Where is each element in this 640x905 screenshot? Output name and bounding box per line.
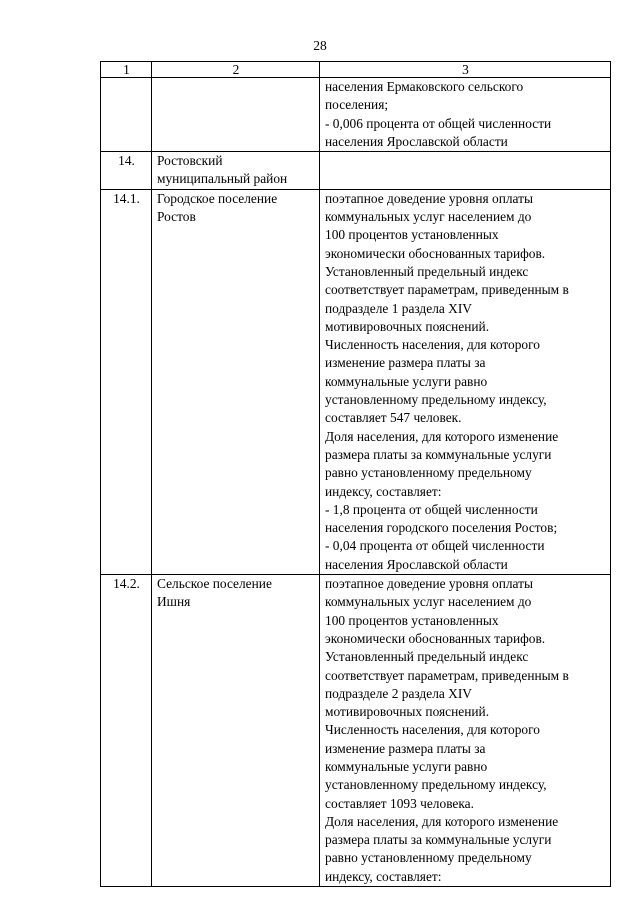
text-line: - 0,006 процента от общей численности xyxy=(325,115,552,131)
text-line: Доля населения, для которого изменение xyxy=(325,813,559,829)
row-description xyxy=(320,575,611,887)
text-line: - 0,04 процента от общей численности xyxy=(325,538,545,554)
text-line: населения Ермаковского сельского xyxy=(325,79,524,94)
text-line: индексу, составляет: xyxy=(325,868,442,884)
table-row xyxy=(101,152,611,190)
text-line: Численность населения, для которого xyxy=(325,337,540,353)
text-line: коммунальные услуги равно xyxy=(325,373,488,389)
text-line: мотивировочных пояснений. xyxy=(325,704,490,720)
text-line: изменение размера платы за xyxy=(325,740,486,756)
text-line: поэтапное доведение уровня оплаты xyxy=(325,576,534,592)
text-line: соответствует параметрам, приведенным в xyxy=(325,282,569,298)
text-line: коммунальных услуг населением до xyxy=(325,594,532,610)
text-line: коммунальных услуг населением до xyxy=(325,209,532,225)
text-line: соответствует параметрам, приведенным в xyxy=(325,667,569,683)
text-line: Ишня xyxy=(157,594,191,610)
text-line: Установленный предельный индекс xyxy=(325,649,529,665)
text-line: Ростов xyxy=(157,209,196,225)
text-line: Сельское поселение xyxy=(157,576,272,592)
text-line: установленному предельному индексу, xyxy=(325,392,547,408)
text-line: подразделе 2 раздела XIV xyxy=(325,685,472,701)
row-name xyxy=(152,189,320,574)
column-header: 3 xyxy=(320,62,611,78)
text-line: Ростовский xyxy=(157,153,223,169)
text-line: экономически обоснованных тарифов. xyxy=(325,630,546,646)
text-line: индексу, составляет: xyxy=(325,483,442,499)
row-description xyxy=(320,189,611,574)
text-line: коммунальные услуги равно xyxy=(325,758,488,774)
row-number: 14. xyxy=(101,152,152,190)
text-line: Городское поселение xyxy=(157,190,278,206)
text-line: поэтапное доведение уровня оплаты xyxy=(325,190,534,206)
text-line: равно установленному предельному xyxy=(325,850,532,866)
text-line: муниципальный район xyxy=(157,171,288,187)
text-line: - 1,8 процента от общей численности xyxy=(325,501,538,517)
row-number: 14.1. xyxy=(101,189,152,574)
text-line: установленному предельному индексу, xyxy=(325,777,547,793)
text-line: Доля населения, для которого изменение xyxy=(325,428,559,444)
page-number: 28 xyxy=(313,38,327,53)
text-line: Численность населения, для которого xyxy=(325,722,540,738)
text-line: равно установленному предельному xyxy=(325,465,532,481)
row-description xyxy=(320,78,611,152)
column-header: 2 xyxy=(152,62,320,78)
text-line: подразделе 1 раздела XIV xyxy=(325,300,472,316)
text-line: составляет 1093 человека. xyxy=(325,795,474,811)
text-line: Установленный предельный индекс xyxy=(325,263,529,279)
text-line: размера платы за коммунальные услуги xyxy=(325,832,552,848)
text-line: населения Ярославской области xyxy=(325,556,508,572)
text-line: мотивировочных пояснений. xyxy=(325,318,490,334)
table-row xyxy=(101,189,611,574)
text-line: населения городского поселения Ростов; xyxy=(325,520,558,536)
row-name xyxy=(152,78,320,152)
text-line: населения Ярославской области xyxy=(325,133,508,149)
text-line: экономически обоснованных тарифов. xyxy=(325,245,546,261)
row-description xyxy=(320,152,611,190)
table-row xyxy=(101,78,611,152)
text-line: составляет 547 человек. xyxy=(325,410,462,426)
text-line: поселения; xyxy=(325,97,389,113)
row-name xyxy=(152,152,320,190)
text-line: размера платы за коммунальные услуги xyxy=(325,446,552,462)
row-name xyxy=(152,575,320,887)
tariff-table xyxy=(100,61,611,887)
row-number: 14.2. xyxy=(101,575,152,887)
text-line: изменение размера платы за xyxy=(325,355,486,371)
text-line: 100 процентов установленных xyxy=(325,612,499,628)
table-header-row xyxy=(101,62,611,78)
table-row xyxy=(101,575,611,887)
column-header: 1 xyxy=(101,62,152,78)
text-line: 100 процентов установленных xyxy=(325,227,499,243)
row-number xyxy=(101,78,152,152)
